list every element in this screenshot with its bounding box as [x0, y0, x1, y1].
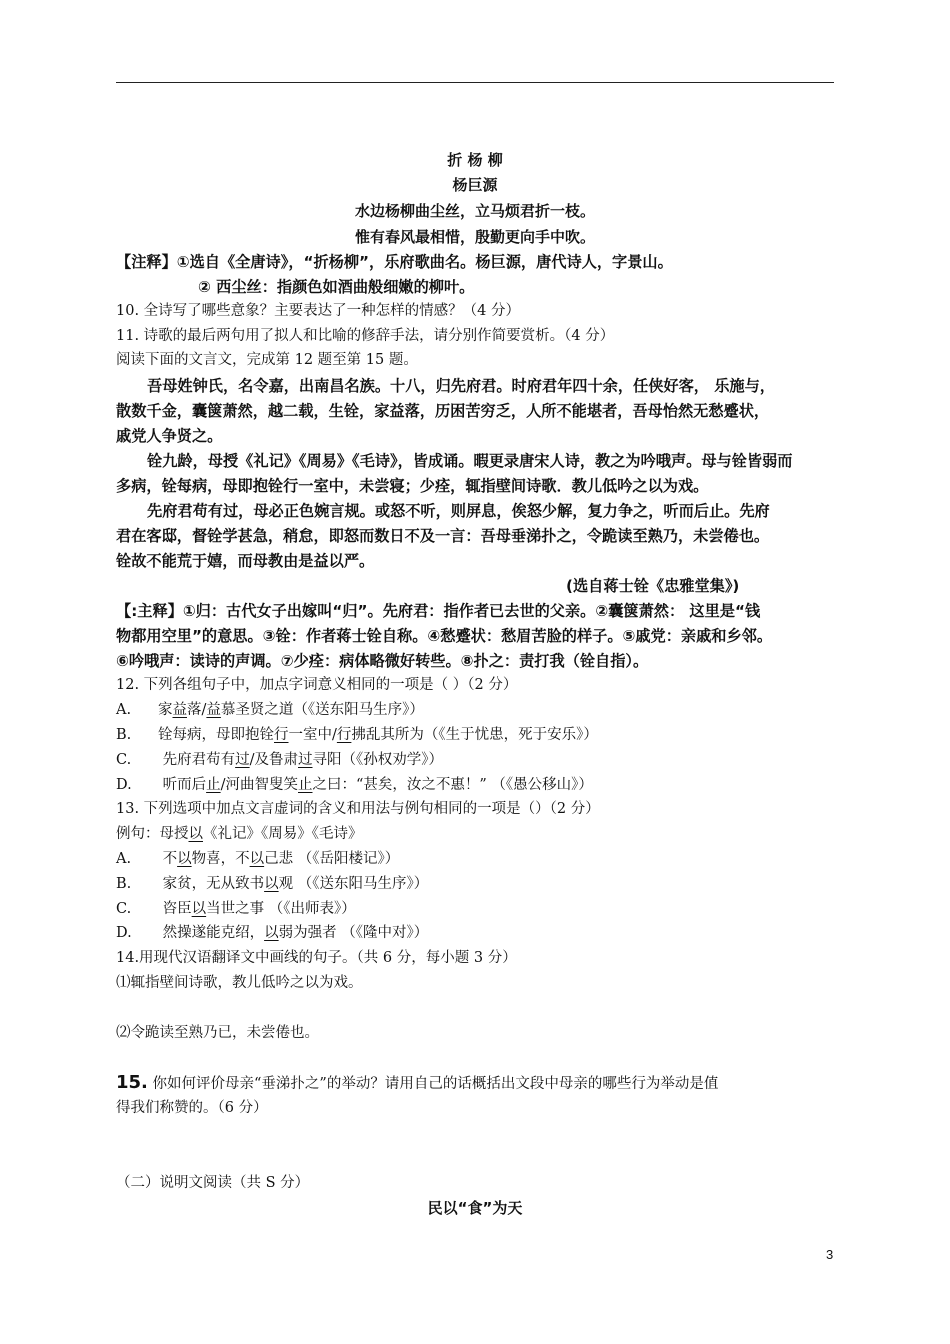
- question-14-sentence-1: ⑴辄指壁间诗歌，教儿低吟之以为戏。: [116, 975, 363, 991]
- passage-source: (选自蒋士铨《忠雅堂集》): [566, 577, 740, 595]
- question-13-option-a: A. 不以物喜，不以己悲 （《岳阳楼记》）: [116, 851, 400, 867]
- passage-p3-line2: 君在客邸，督铨学甚急，稍怠，即怒而数日不及一言：吾母垂涕扑之，令跪读至熟乃，未尝倦也。: [116, 527, 770, 545]
- question-13-stem: 13. 下列选项中加点文言虚词的含义和用法与例句相同的一项是（）（2 分）: [116, 801, 600, 817]
- poem-line-1: 水边杨柳曲尘丝，立马烦君折一枝。: [354, 202, 595, 220]
- passage-p2-line1: 铨九龄，母授《礼记》《周易》《毛诗》，皆成诵。暇更录唐宋人诗，教之为吟哦声。母与铨皆弱而: [147, 452, 793, 470]
- question-13-example: 例句：母授以《礼记》《周易》《毛诗》: [116, 826, 363, 842]
- poem-note-1: 【注释】①选自《全唐诗》，“折杨柳”，乐府歌曲名。杨巨源，唐代诗人，字景山。: [116, 253, 673, 271]
- passage-p1-line1: 吾母姓钟氏，名令嘉，出南昌名族。十八，归先府君。时府君年四十余，任侠好客， 乐施与，: [147, 377, 775, 395]
- question-13-option-b: B. 家贫，无从致书以观 （《送东阳马生序》）: [116, 876, 429, 892]
- question-12-option-a: A. 家益落/益慕圣贤之道（《送东阳马生序》）: [116, 702, 424, 718]
- question-11: 11. 诗歌的最后两句用了拟人和比喻的修辞手法，请分别作简要赏析。（4 分）: [116, 328, 615, 344]
- question-15-line1: 15. 你如何评价母亲“垂涕扑之”的举动？请用自己的话概括出文段中母亲的哪些行为举动是值: [116, 1072, 719, 1093]
- section-2-heading: （二）说明文阅读（共 S 分）: [116, 1175, 310, 1191]
- section-2-title: 民以“食”为天: [427, 1199, 523, 1217]
- passage-p1-line2: 散数千金，囊箧萧然，越二载，生铨，家益落，历困苦穷乏，人所不能堪者，吾母怡然无愁蹙状，: [116, 402, 770, 420]
- passage-p2-line2: 多病，铨每病，母即抱铨行一室中，未尝寝；少痊，辄指壁间诗歌．教儿低吟之以为戏。: [116, 477, 709, 495]
- notes-line3: ⑥吟哦声：读诗的声调。⑦少痊：病体略微好转些。⑧扑之：责打我（铨自指）。: [116, 652, 649, 670]
- passage-p1-line3: 戚党人争贤之。: [116, 427, 223, 445]
- passage-p3-line3: 铨故不能荒于嬉，而母教由是益以严。: [116, 552, 375, 570]
- passage-p3-line1: 先府君苟有过，母必正色婉言规。或怒不听，则屏息，俟怒少解，复力争之，听而后止。先府: [147, 502, 770, 520]
- poem-author: 杨巨源: [452, 176, 498, 194]
- question-14-sentence-2: ⑵令跪读至熟乃已，未尝倦也。: [116, 1025, 319, 1041]
- header-rule: [116, 82, 834, 83]
- question-12-stem: 12. 下列各组句子中，加点字词意义相同的一项是（ ）（2 分）: [116, 677, 518, 693]
- question-13-option-c: C. 咨臣以当世之事 （《出师表》）: [116, 901, 356, 917]
- page-number: 3: [826, 1247, 834, 1262]
- question-15-line2: 得我们称赞的。（6 分）: [116, 1100, 268, 1116]
- question-10: 10. 全诗写了哪些意象？主要表达了一种怎样的情感？（4 分）: [116, 303, 521, 319]
- question-12-option-d: D. 听而后止/河曲智叟笑止之曰：“甚矣，汝之不惠！” （《愚公移山》）: [116, 777, 593, 793]
- poem-line-2: 惟有春风最相惜，殷勤更向手中吹。: [354, 228, 595, 246]
- reading-intro: 阅读下面的文言文，完成第 12 题至第 15 题。: [116, 352, 418, 368]
- question-12-option-b: B. 铨每病，母即抱铨行一室中/行拂乱其所为（《生于忧患，死于安乐》）: [116, 727, 598, 743]
- poem-note-2: ② 西尘丝：指颜色如酒曲般细嫩的柳叶。: [198, 278, 475, 296]
- question-13-option-d: D. 然操遂能克绍，以弱为强者 （《隆中对》）: [116, 925, 429, 941]
- notes-line2: 物都用空里”的意思。③铨：作者蒋士铨自称。④愁蹙状：愁眉苦脸的样子。⑤戚党：亲戚和乡邻。: [116, 627, 773, 645]
- poem-title: 折 杨 柳: [447, 151, 503, 169]
- question-12-option-c: C. 先府君苟有过/及鲁肃过寻阳（《孙权劝学》）: [116, 752, 443, 768]
- question-14-stem: 14.用现代汉语翻译文中画线的句子。（共 6 分，每小题 3 分）: [116, 950, 517, 966]
- notes-line1: 【:主释】①归：古代女子出嫁叫“归”。先府君：指作者已去世的父亲。②囊箧萧然： 这里是“钱: [116, 602, 761, 620]
